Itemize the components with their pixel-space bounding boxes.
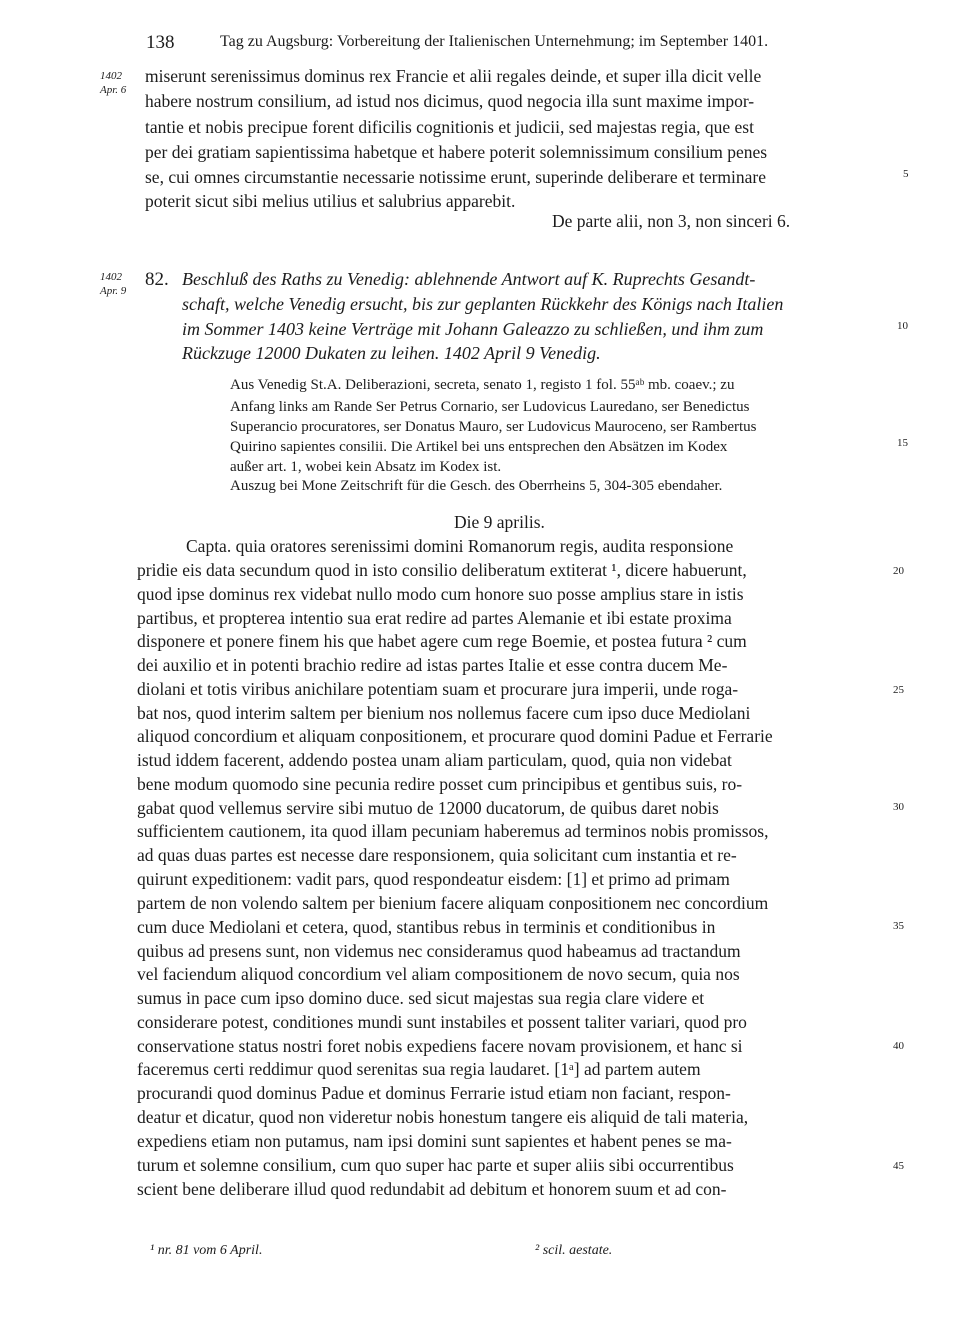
text-line: procurandi quod dominus Padue et dominus Ferrarie istud etiam non faciant, respon- <box>137 1083 731 1103</box>
footnote: ¹ nr. 81 vom 6 April. <box>150 1243 263 1258</box>
line-number: 35 <box>893 920 904 932</box>
text-line: deatur et dicatur, quod non videretur nobis honestum tangere eis aliquid de tali materia, <box>137 1107 749 1127</box>
text-line: per dei gratiam sapientissima habetque et habere poterit solemnissimum consilium penes <box>145 142 768 162</box>
text-line: tantie et nobis precipue forent dificilis cognitionis et judicii, sed majestas regia, que est <box>145 117 754 137</box>
text-line: aliquod concordium et aliquam conpositionem, et procurare quod domini Padue et Ferrarie <box>137 726 773 746</box>
source-line: außer art. 1, wobei kein Absatz im Kodex ist. <box>230 459 502 475</box>
heading-line: schaft, welche Venedig ersucht, bis zur geplanten Rückkehr des Königs nach Italien <box>182 294 784 314</box>
margin-year: 1402 <box>100 271 122 283</box>
line-number: 15 <box>897 437 908 449</box>
text-line: istud iddem facerent, addendo postea unam aliam particulam, quod, quia non videbat <box>137 750 732 770</box>
text-line: Capta. quia oratores serenissimi domini Romanorum regis, audita responsione <box>186 536 734 556</box>
margin-day: Apr. 9 <box>100 285 127 297</box>
heading-line: im Sommer 1403 keine Verträge mit Johann Galeazzo zu schließen, und ihm zum <box>182 319 764 339</box>
line-number: 45 <box>893 1160 904 1172</box>
source-line: Aus Venedig St.A. Deliberazioni, secreta, senato 1, registo 1 fol. 55ᵃᵇ mb. coaev.; zu <box>230 377 735 393</box>
text-line: scient bene deliberare illud quod redundabit ad debitum et honorem suum et ad con- <box>137 1179 727 1199</box>
text-line: quod ipse dominus rex videbat nullo modo cum honore suo posse amplius stare in istis <box>137 584 744 604</box>
text-line: quirunt expeditionem: vadit pars, quod respondeatur eisdem: [1] et primo ad primam <box>137 869 730 889</box>
text-line: habere nostrum consilium, ad istud nos dicimus, quod negocia illa sunt maxime impor- <box>145 91 755 111</box>
margin-year: 1402 <box>100 70 122 82</box>
line-number: 20 <box>893 565 904 577</box>
line-number: 25 <box>893 684 904 696</box>
line-number: 40 <box>893 1040 904 1052</box>
text-line: quibus ad presens sunt, non videmus nec consideramus quod habeamus ad tractandum <box>137 941 741 961</box>
source-line: Auszug bei Mone Zeitschrift für die Gesch. des Oberrheins 5, 304-305 ebendaher. <box>230 478 723 494</box>
text-line: dei auxilio et in potenti brachio redire ad istas partes Italie et esse contra ducem Me- <box>137 655 728 675</box>
heading-line: Rückzuge 12000 Dukaten zu leihen. 1402 April 9 Venedig. <box>182 343 601 363</box>
text-line: conservatione status nostri foret nobis expediens facere novam provisionem, et hanc si <box>137 1036 743 1056</box>
text-line: bat nos, quod interim saltem per bienium nos nollemus facere cum ipso duce Mediolani <box>137 703 751 723</box>
entry-date: Die 9 aprilis. <box>454 512 545 532</box>
line-number: 30 <box>893 801 904 813</box>
line-number: 10 <box>897 320 908 332</box>
text-line: expediens etiam non putamus, nam ipsi domini sunt sapientes et habent penes se ma- <box>137 1131 732 1151</box>
footnote: ² scil. aestate. <box>535 1243 613 1258</box>
text-line: gabat quod vellemus servire sibi mutuo de 12000 ducatorum, de quibus daret nobis <box>137 798 719 818</box>
text-line: bene modum quomodo sine pecunia redire posset cum principibus et gentibus suis, ro- <box>137 774 743 794</box>
text-line: partibus, et propterea intentio sua erat redire ad partes Alemanie et ibi estate proxima <box>137 608 732 628</box>
text-line: disponere et ponere finem his que habet agere cum rege Boemie, et postea futura ² cum <box>137 631 747 651</box>
text-line: diolani et totis viribus anichilare potentiam suam et procurare jura imperii, unde roga- <box>137 679 739 699</box>
text-line: turum et solemne consilium, cum quo super hac parte et super aliis sibi occurrentibus <box>137 1155 734 1175</box>
text-line: sumus in pace cum ipso domino duce. sed sicut majestas sua regia clare videre et <box>137 988 705 1008</box>
text-line: vel faciendum aliquod concordium vel aliam compositionem de novo secum, quia nos <box>137 964 740 984</box>
margin-day: Apr. 6 <box>100 84 127 96</box>
text-line: sufficientem cautionem, ita quod illam pecuniam haberemus ad terminos nobis promissos, <box>137 821 769 841</box>
page-number: 138 <box>146 32 175 53</box>
text-line: ad quas duas partes est necesse dare responsionem, quia solicitant cum instantia et re- <box>137 845 737 865</box>
line-number: 5 <box>903 168 909 180</box>
text-line: miserunt serenissimus dominus rex Francie et alii regales deinde, et super illa dicit velle <box>145 66 762 86</box>
text-line: cum duce Mediolani et cetera, quod, stantibus rebus in terminis et conditionibus in <box>137 917 716 937</box>
heading-line: Beschluß des Raths zu Venedig: ablehnende Antwort auf K. Ruprechts Gesandt- <box>182 269 756 289</box>
running-title: Tag zu Augsburg: Vorbereitung der Italienischen Unternehmung; im September 1401. <box>220 33 769 50</box>
text-line: considerare potest, conditiones mundi sunt instabiles et possent taliter variari, quod pro <box>137 1012 747 1032</box>
text-line: partem de non volendo saltem per bienium facere aliquam conpositionem nec concordium <box>137 893 769 913</box>
vote-result: De parte alii, non 3, non sinceri 6. <box>552 211 791 231</box>
source-line: Anfang links am Rande Ser Petrus Cornario, ser Ludovicus Lauredano, ser Benedictus <box>230 399 750 415</box>
text-line: pridie eis data secundum quod in isto consilio deliberatum extiterat ¹, dicere habuerunt, <box>137 560 747 580</box>
text-line: poterit sicut sibi melius utilius et salubrius apparebit. <box>145 191 516 211</box>
source-line: Quirino sapientes consilii. Die Artikel bei uns entsprechen den Absätzen im Kodex <box>230 439 728 455</box>
text-line: faceremus certi reddimur quod serenitas sua regia laudaret. [1ᵃ] ad partem autem <box>137 1059 701 1079</box>
source-line: Superancio procuratores, ser Donatus Mauro, ser Ludovicus Mauroceno, ser Rambertus <box>230 419 757 435</box>
text-line: se, cui omnes circumstantie necessarie notissime erunt, superinde deliberare et terminare <box>145 167 767 187</box>
document-number: 82. <box>145 269 169 290</box>
